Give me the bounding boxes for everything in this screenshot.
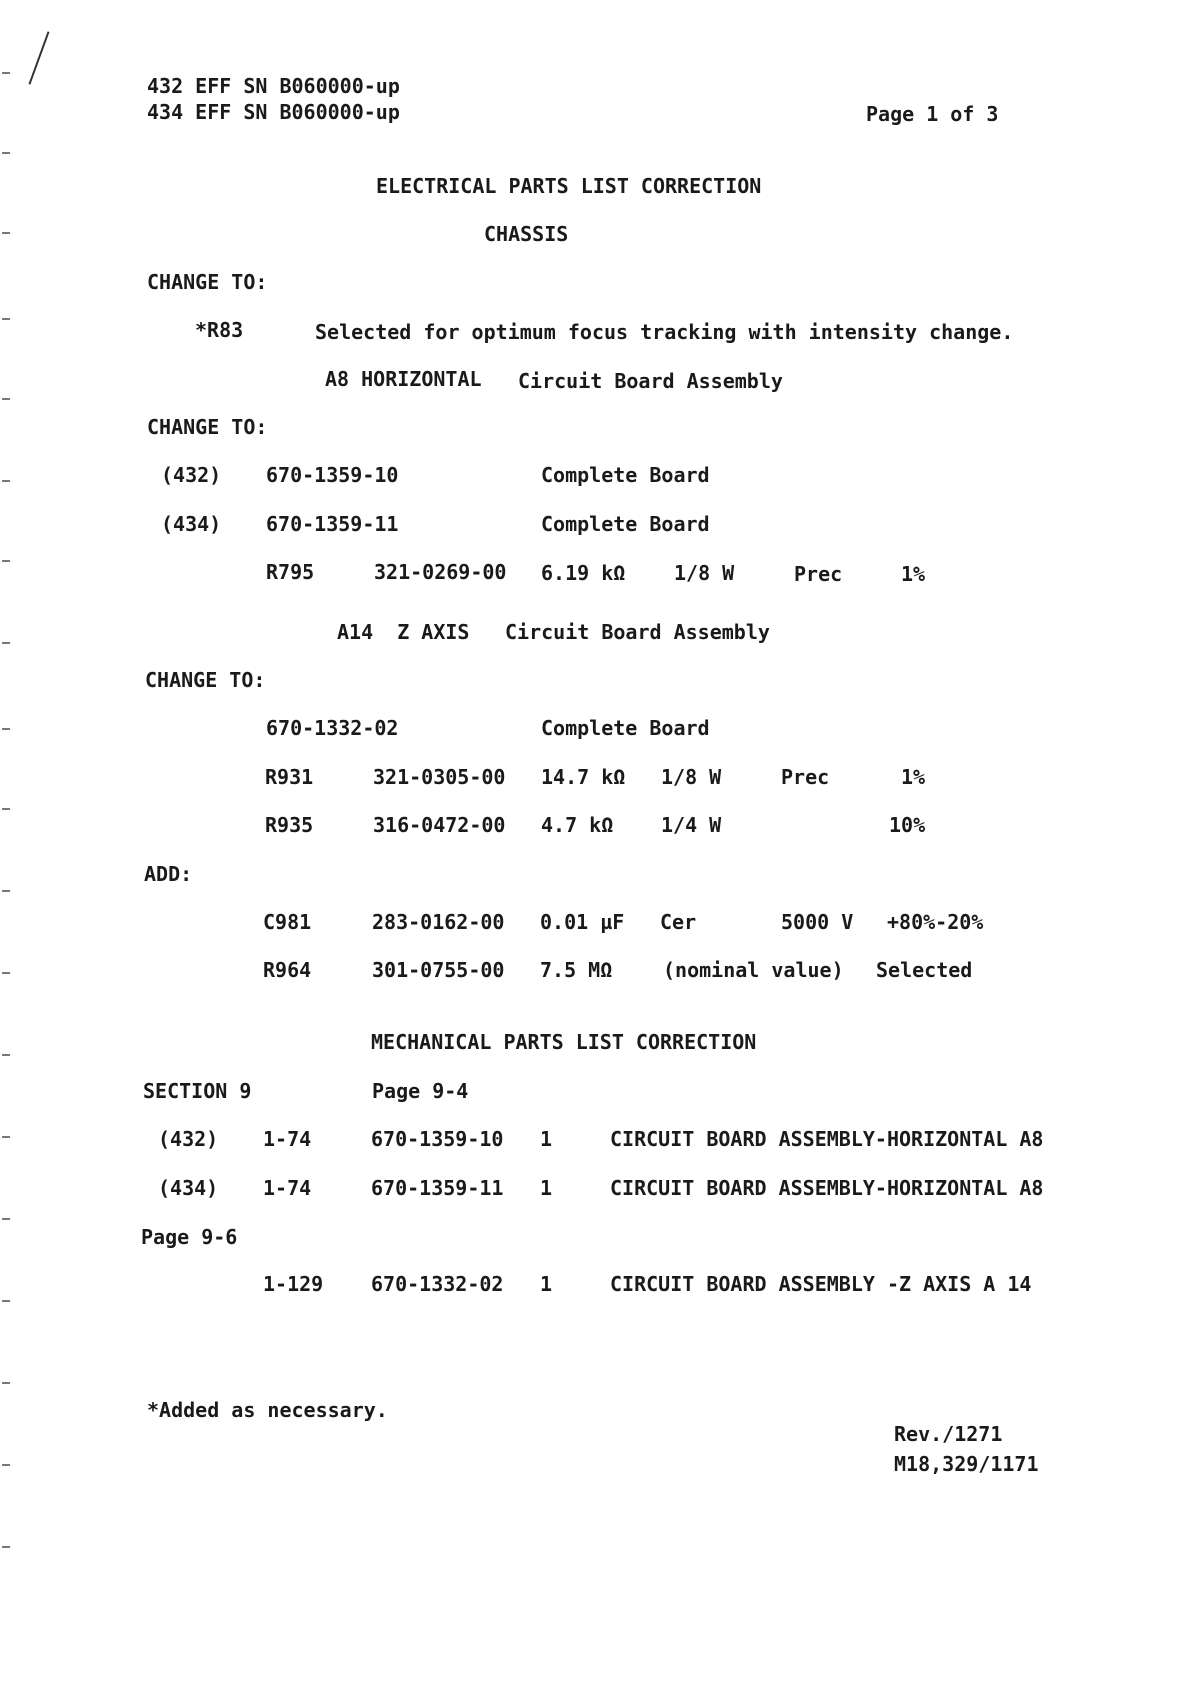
mech-quantity: 1 <box>540 1272 553 1296</box>
r795-part: 321-0269-00 <box>374 560 507 584</box>
margin-mark <box>2 1300 10 1302</box>
r795-type: Prec <box>794 562 843 586</box>
r935-ref: R935 <box>265 813 314 837</box>
electrical-title: ELECTRICAL PARTS LIST CORRECTION <box>376 174 762 198</box>
margin-mark <box>2 318 10 320</box>
margin-mark <box>2 398 10 400</box>
a14-heading-sub: Circuit Board Assembly <box>505 620 770 644</box>
r795-tolerance: 1% <box>901 562 926 586</box>
margin-mark <box>2 480 10 482</box>
r83-ref: *R83 <box>195 318 244 342</box>
c981-part: 283-0162-00 <box>372 910 505 934</box>
mech-figure-index: 1-74 <box>263 1127 312 1151</box>
r935-power: 1/4 W <box>661 813 722 837</box>
r795-power: 1/8 W <box>674 561 735 585</box>
margin-mark <box>2 152 10 154</box>
r935-part: 316-0472-00 <box>373 813 506 837</box>
margin-mark <box>2 1546 10 1548</box>
r935-tolerance: 10% <box>889 813 926 837</box>
a8-description: Complete Board <box>541 463 710 487</box>
r931-type: Prec <box>781 765 830 789</box>
section-label: SECTION 9 <box>143 1079 252 1103</box>
a8-heading-sub: Circuit Board Assembly <box>518 369 783 393</box>
mechanical-title: MECHANICAL PARTS LIST CORRECTION <box>371 1030 757 1054</box>
change-to-label: CHANGE TO: <box>147 270 268 294</box>
a14-description: Complete Board <box>541 716 710 740</box>
mech-description: CIRCUIT BOARD ASSEMBLY-HORIZONTAL A8 <box>610 1176 1044 1200</box>
mech-quantity: 1 <box>540 1176 553 1200</box>
r931-part: 321-0305-00 <box>373 765 506 789</box>
margin-mark <box>2 232 10 234</box>
mech-description: CIRCUIT BOARD ASSEMBLY-HORIZONTAL A8 <box>610 1127 1044 1151</box>
c981-voltage: 5000 V <box>781 910 854 934</box>
a8-part-number: 670-1359-10 <box>266 463 399 487</box>
mech-figure-index: 1-129 <box>263 1272 324 1296</box>
margin-mark <box>2 890 10 892</box>
margin-mark <box>2 1054 10 1056</box>
r795-ref: R795 <box>266 560 315 584</box>
document-code: M18,329/1171 <box>894 1452 1039 1476</box>
a14-heading: A14 Z AXIS <box>337 620 470 644</box>
r964-value: 7.5 MΩ <box>540 958 613 982</box>
margin-mark <box>2 728 10 730</box>
a8-model: (434) <box>161 512 222 536</box>
margin-mark <box>2 1382 10 1384</box>
change-to-label: CHANGE TO: <box>147 415 268 439</box>
mech-model: (434) <box>158 1176 219 1200</box>
mech-figure-index: 1-74 <box>263 1176 312 1200</box>
mech-model: (432) <box>158 1127 219 1151</box>
a8-description: Complete Board <box>541 512 710 536</box>
revision: Rev./1271 <box>894 1422 1003 1446</box>
page-9-6-label: Page 9-6 <box>141 1225 238 1249</box>
pen-mark <box>28 31 49 84</box>
c981-value: 0.01 µF <box>540 910 625 934</box>
a8-part-number: 670-1359-11 <box>266 512 399 536</box>
r83-description: Selected for optimum focus tracking with intensity change. <box>315 320 1014 344</box>
c981-tolerance: +80%-20% <box>887 910 984 934</box>
margin-mark <box>2 808 10 810</box>
mech-part-number: 670-1359-10 <box>371 1127 504 1151</box>
mech-part-number: 670-1332-02 <box>371 1272 504 1296</box>
page-9-4-label: Page 9-4 <box>372 1079 469 1103</box>
r795-value: 6.19 kΩ <box>541 561 626 585</box>
margin-mark <box>2 1464 10 1466</box>
margin-mark <box>2 560 10 562</box>
mech-part-number: 670-1359-11 <box>371 1176 504 1200</box>
change-to-label: CHANGE TO: <box>145 668 266 692</box>
margin-mark <box>2 1136 10 1138</box>
c981-type: Cer <box>660 910 697 934</box>
r964-part: 301-0755-00 <box>372 958 505 982</box>
r964-ref: R964 <box>263 958 312 982</box>
chassis-heading: CHASSIS <box>484 222 569 246</box>
footnote: *Added as necessary. <box>147 1398 388 1422</box>
mech-quantity: 1 <box>540 1127 553 1151</box>
margin-mark <box>2 72 10 74</box>
r964-selected: Selected <box>876 958 973 982</box>
header-serial-432: 432 EFF SN B060000-up <box>147 74 400 98</box>
r964-note: (nominal value) <box>663 958 844 982</box>
page-number: Page 1 of 3 <box>866 102 999 126</box>
a14-part-number: 670-1332-02 <box>266 716 399 740</box>
r931-tolerance: 1% <box>901 765 926 789</box>
mech-description: CIRCUIT BOARD ASSEMBLY -Z AXIS A 14 <box>610 1272 1032 1296</box>
margin-mark <box>2 1218 10 1220</box>
r935-value: 4.7 kΩ <box>541 813 614 837</box>
a8-model: (432) <box>161 463 222 487</box>
r931-power: 1/8 W <box>661 765 722 789</box>
r931-ref: R931 <box>265 765 314 789</box>
add-label: ADD: <box>144 862 193 886</box>
c981-ref: C981 <box>263 910 312 934</box>
a8-heading: A8 HORIZONTAL <box>325 367 482 391</box>
header-serial-434: 434 EFF SN B060000-up <box>147 100 400 124</box>
r931-value: 14.7 kΩ <box>541 765 626 789</box>
margin-mark <box>2 972 10 974</box>
margin-mark <box>2 642 10 644</box>
